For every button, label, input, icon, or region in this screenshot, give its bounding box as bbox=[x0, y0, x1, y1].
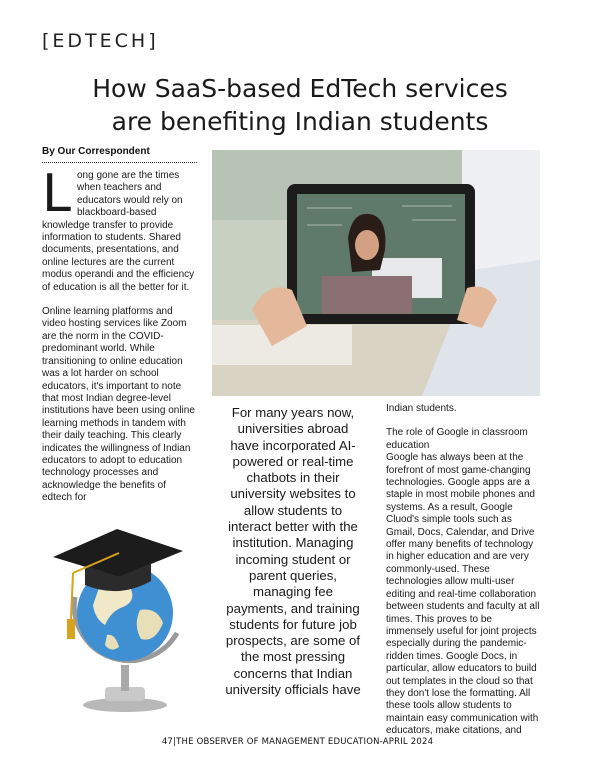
middle-column: For many years now, universities abroad have incorporated AI-powered or real-time chatbots in their university websites to allow students to interact better with the institution. Managing incoming student or parent queries, managing fee payments, and training students for future job prospects, are some of the most pressing concerns that Indian university officials have bbox=[225, 405, 361, 698]
right-paragraph-1: Indian students. bbox=[386, 403, 457, 414]
drop-cap: L bbox=[42, 164, 71, 224]
teacher-tablet-photo bbox=[212, 150, 540, 396]
section-tag: [EDTECH] bbox=[42, 30, 159, 52]
paragraph-2: Online learning platforms and video hosting services like Zoom are the norm in the COVID-predominant world. While transitioning to online education was a lot harder on school educators, it's important to note that most Indian degree-level institutions have been using online learning methods in tandem with their daily teaching. This clearly indicates the willingness of Indian educators to adopt to education technology processes and acknowledge the benefits of edtech for bbox=[42, 306, 195, 504]
footer-separator: | bbox=[173, 737, 177, 747]
publication-name: THE OBSERVER OF MANAGEMENT EDUCATION-APRIL 2024 bbox=[176, 737, 434, 747]
photo-illustration bbox=[212, 150, 540, 396]
intro-text: ong gone are the times when teachers and educators would rely on blackboard-based knowledge transfer to provide information to students. Shared documents, presentations, and online lectures are the current modus operandi and the efficiency of education is all the better for it. bbox=[42, 170, 195, 293]
byline: By Our Correspondent bbox=[42, 146, 150, 157]
headline-line-1: How SaaS-based EdTech services bbox=[92, 74, 508, 103]
left-column bbox=[42, 164, 197, 517]
intro-paragraph bbox=[42, 164, 197, 294]
headline-line-2: are benefiting Indian students bbox=[111, 107, 489, 136]
headline bbox=[60, 72, 540, 138]
byline-divider bbox=[42, 162, 197, 163]
subheading: The role of Google in classroom education bbox=[386, 427, 528, 451]
right-paragraph-2: Google has always been at the forefront of most game-changing technologies. Google apps are a staple in most mobile phones and systems. As a result, Google Cluod's simple tools such as Gmail, Docs, Calendar, and Drive offer many benefits of technology in higher education and are very commonly-used. These technologies allow multi-user editing and real-time collaboration between students and faculty at all times. This proves to be immensely useful for joint projects especially during the pandemic-ridden times. Google Docs, in particular, allow educators to build out templates in the cloud so that they don't lose the formatting. All these tools allow students to maintain easy communication with educators, make citations, and bbox=[386, 452, 540, 737]
graduation-globe-illustration bbox=[45, 515, 200, 715]
page-footer bbox=[0, 737, 595, 747]
right-column bbox=[386, 403, 541, 750]
page-number: 47 bbox=[161, 737, 174, 747]
